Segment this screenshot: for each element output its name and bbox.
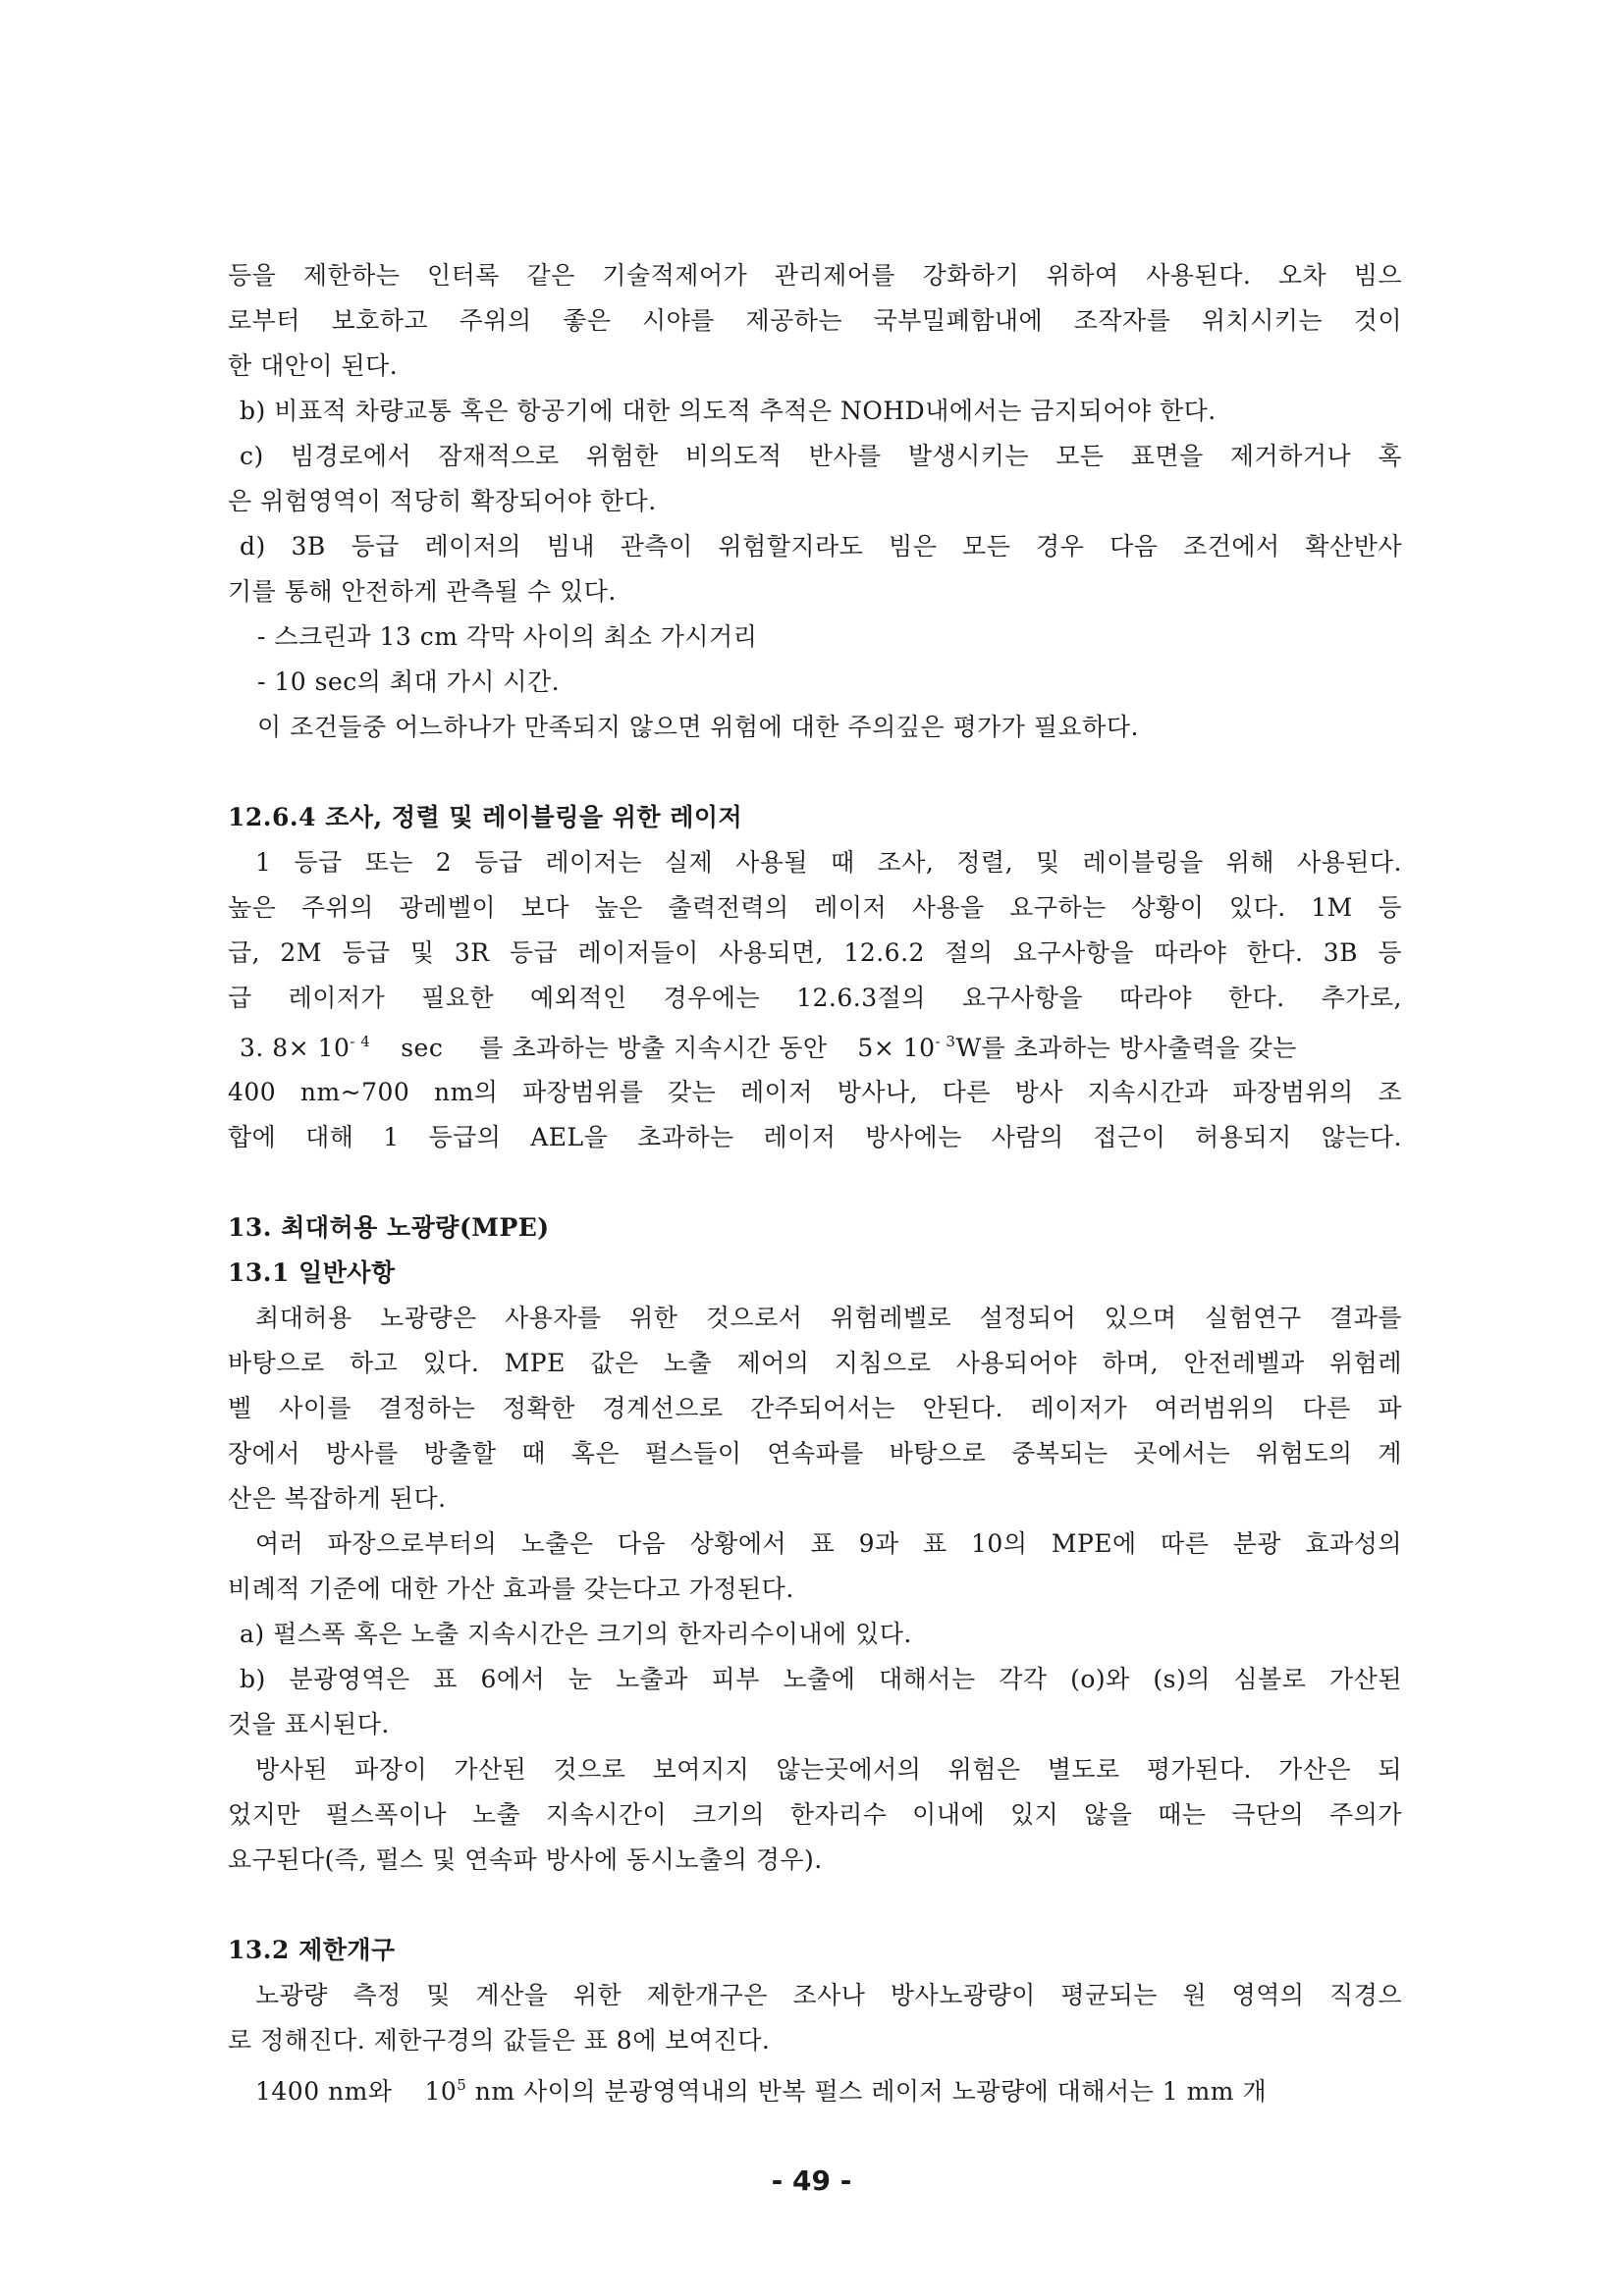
section-heading-13-2: 13.2 제한개구	[228, 1936, 396, 1964]
wavelength-upper: $10^5$	[424, 2076, 467, 2106]
paragraph-line: 최대허용 노광량은 사용자를 위한 것으로서 위험레벨로 설정되어 있으며 실험연구 결과를	[255, 1304, 1402, 1332]
condition-item: - 스크린과 13 cm 각막 사이의 최소 가시거리	[257, 622, 758, 651]
paragraph-line: 급 레이저가 필요한 예외적인 경우에는 12.6.3절의 요구사항을 따라야 한다. 추가로,	[228, 984, 1402, 1012]
paragraph-line: 급, 2M 등급 및 3R 등급 레이저들이 사용되면, 12.6.2 절의 요구사항을 따라야 한다. 3B 등	[228, 938, 1402, 967]
aperture-line	[228, 2063, 1402, 2114]
paragraph-line: 장에서 방사를 방출할 때 혹은 펄스들이 연속파를 바탕으로 중복되는 곳에서는 위험도의 계	[228, 1439, 1402, 1468]
paragraph-line: 로부터 보호하고 주위의 좋은 시야를 제공하는 국부밀폐함내에 조작자를 위치시키는 것이	[228, 306, 1402, 335]
paragraph-line: 었지만 펄스폭이나 노출 지속시간이 크기의 한자리수 이내에 있지 않을 때는 극단의 주의가	[228, 1800, 1402, 1829]
condition-item: - 10 sec의 최대 가시 시간.	[257, 667, 561, 696]
paragraph-line: 비례적 기준에 대한 가산 효과를 갖는다고 가정된다.	[228, 1575, 794, 1603]
list-item-b: b) 비표적 차량교통 혹은 항공기에 대한 의도적 추적은 NOHD내에서는 금지되어야 한다.	[240, 397, 1217, 425]
list-item-b: b) 분광영역은 표 6에서 눈 노출과 피부 노출에 대해서는 각각 (o)와 (s)의 심볼로 가산된	[240, 1665, 1402, 1693]
paragraph-line: 등을 제한하는 인터록 같은 기술적제어가 관리제어를 강화하기 위하여 사용된다. 오차 빔으	[228, 261, 1402, 290]
page-number: - 49 -	[771, 2164, 852, 2197]
section-heading-13-1: 13.1 일반사항	[228, 1258, 396, 1287]
paragraph-line: 것을 표시된다.	[228, 1710, 390, 1738]
paragraph-line: 400 nm~700 nm의 파장범위를 갖는 레이저 방사나, 다른 방사 지속시간과 파장범위의 조	[228, 1078, 1402, 1106]
power-threshold: $5\times 10^{- 3}$	[857, 1033, 956, 1062]
paragraph-line: 이 조건들중 어느하나가 만족되지 않으면 위험에 대한 주의깊은 평가가 필요하다.	[257, 713, 1139, 741]
paragraph-line: 로 정해진다. 제한구경의 값들은 표 8에 보여진다.	[228, 2026, 771, 2055]
paragraph-line: 기를 통해 안전하게 관측될 수 있다.	[228, 577, 617, 606]
formula-line	[228, 1021, 1402, 1070]
formula-tail-text: W를 초과하는 방사출력을 갖는	[955, 1034, 1297, 1062]
paragraph-line: 합에 대해 1 등급의 AEL을 초과하는 레이저 방사에는 사람의 접근이 허용되지 않는다.	[228, 1123, 1402, 1151]
paragraph-line: 산은 복잡하게 된다.	[228, 1484, 447, 1513]
paragraph-line: 요구된다(즉, 펄스 및 연속파 방사에 동시노출의 경우).	[228, 1845, 823, 1874]
formula-middle-text: 를 초과하는 방출 지속시간 동안	[479, 1034, 828, 1062]
aperture-text: nm 사이의 분광영역내의 반복 펄스 레이저 노광량에 대해서는 1 mm 개	[474, 2077, 1268, 2106]
time-unit: sec	[401, 1034, 444, 1062]
list-item-c: c) 빔경로에서 잠재적으로 위험한 비의도적 반사를 발생시키는 모든 표면을 제거하거나 혹	[240, 442, 1402, 470]
paragraph-line: 바탕으로 하고 있다. MPE 값은 노출 제어의 지침으로 사용되어야 하며, 안전레벨과 위험레	[228, 1349, 1402, 1377]
list-item-a: a) 펄스폭 혹은 노출 지속시간은 크기의 한자리수이내에 있다.	[240, 1620, 912, 1648]
paragraph-line: 여러 파장으로부터의 노출은 다음 상황에서 표 9과 표 10의 MPE에 따른 분광 효과성의	[255, 1529, 1402, 1558]
paragraph-line: 은 위험영역이 적당히 확장되어야 한다.	[228, 487, 657, 515]
paragraph-line: 벨 사이를 결정하는 정확한 경계선으로 간주되어서는 안된다. 레이저가 여러범위의 다른 파	[228, 1394, 1402, 1422]
section-heading-12-6-4: 12.6.4 조사, 정렬 및 레이블링을 위한 레이저	[228, 803, 743, 831]
page-body	[228, 253, 1402, 2114]
paragraph-line: 방사된 파장이 가산된 것으로 보여지지 않는곳에서의 위험은 별도로 평가된다. 가산은 되	[255, 1755, 1402, 1784]
list-item-d: d) 3B 등급 레이저의 빔내 관측이 위험할지라도 빔은 모든 경우 다음 조건에서 확산반사	[240, 532, 1402, 561]
paragraph-line: 1 등급 또는 2 등급 레이저는 실제 사용될 때 조사, 정렬, 및 레이블링을 위해 사용된다.	[255, 848, 1402, 877]
section-heading-13: 13. 최대허용 노광량(MPE)	[228, 1213, 550, 1242]
wavelength-lower: 1400 nm와	[255, 2077, 393, 2106]
paragraph-line: 높은 주위의 광레벨이 보다 높은 출력전력의 레이저 사용을 요구하는 상황이 있다. 1M 등	[228, 893, 1402, 922]
time-threshold: 3. $8\times 10^{- 4}$	[240, 1033, 371, 1062]
paragraph-line: 한 대안이 된다.	[228, 351, 399, 380]
paragraph-line: 노광량 측정 및 계산을 위한 제한개구은 조사나 방사노광량이 평균되는 원 영역의 직경으	[255, 1981, 1402, 2009]
